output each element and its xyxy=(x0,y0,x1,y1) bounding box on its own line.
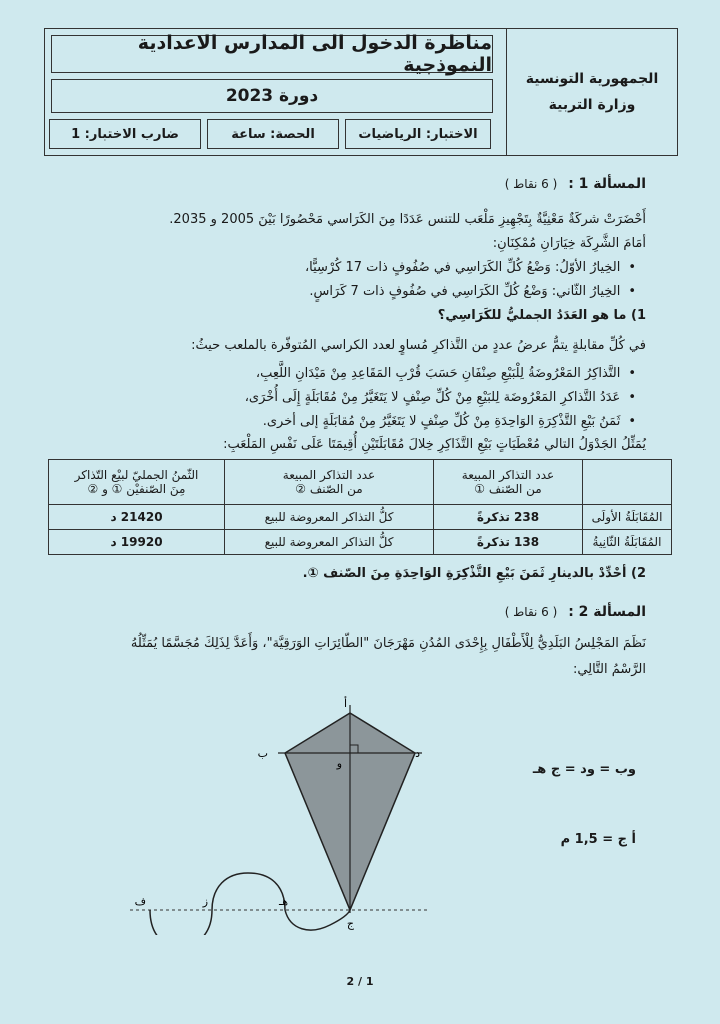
table-cell: كلُّ التذاكر المعروضة للبيع xyxy=(225,505,434,530)
label-j: ج xyxy=(346,917,354,930)
exam-title: مناظرة الدخول الى المدارس الاعدادية النموذجية xyxy=(51,35,493,73)
problem1-title: المسألة 1 : xyxy=(568,176,646,192)
table-cell: كلُّ التذاكر المعروضة للبيع xyxy=(225,530,434,555)
label-f: ف xyxy=(134,895,146,908)
table-cell: 19920 د xyxy=(49,530,225,555)
exam-duration: الحصة: ساعة xyxy=(207,119,339,149)
tickets-table xyxy=(48,459,672,555)
exam-session: دورة 2023 xyxy=(51,79,493,113)
country-name: الجمهورية التونسية xyxy=(525,71,659,87)
problem1-question1: 1) ما هو العَدَدُ الجمليُّ للكَرَاسِي؟ xyxy=(437,308,646,323)
table-header-cell xyxy=(583,460,672,505)
table-row xyxy=(49,505,672,530)
problem1-option1: • الخِيارُ الأوّلُ: وَضْعُ كُلِّ الكَرَاسِي في صُفُوفٍ ذات 17 كُرْسِيًّا، xyxy=(305,260,636,275)
problem1-intro: أَحْضَرَتْ شركَةٌ مَعْنِيَّةٌ بِتَجْهِيزِ مَلْعَب للتنس عَدَدًا مِنَ الكَرَاسي مَحْصُورًا بَيْنَ 2005 و 2035. xyxy=(169,212,646,227)
problem1-context: في كُلِّ مقابلةٍ يتمُّ عرضُ عددٍ من التَّذاكرِ مُساوٍ لعدد الكراسي المُتوفّرة بالملعب حيثُ: xyxy=(191,338,646,353)
equation-length-aj: أ ج = 1,5 م xyxy=(560,832,636,847)
problem1-bullet1: • التَّذاكِرُ المَعْرُوضَةُ لِلْبَيْعِ صِنْفَانِ حَسَبَ قُرْبِ المَقَاعِدِ مِنْ مَيْدَانِ اللَّعِبِ، xyxy=(256,366,636,381)
label-d: د xyxy=(415,747,420,760)
kite-tail-start xyxy=(285,910,350,930)
label-h: هـ xyxy=(278,895,288,908)
table-cell: 21420 د xyxy=(49,505,225,530)
table-cell: 138 تذكرةً xyxy=(434,530,583,555)
problem1-points: ( 6 نقاط ) xyxy=(504,177,558,191)
table-cell: المُقَابَلَةُ الأولَى xyxy=(583,505,672,530)
label-a: أ xyxy=(343,697,347,710)
kite-tail-curve xyxy=(150,873,285,935)
problem1-bullet3: • ثَمَنُ بَيْعِ التَّذْكِرَةِ الوَاحِدَةِ مِنْ كُلِّ صِنْفٍ لا يَتَغَيَّرُ مِنْ مُقابَلَةٍ إلى أخرى. xyxy=(263,414,636,429)
equation-equal-lengths: وب = ود = ج هـ xyxy=(532,762,636,777)
label-w: و xyxy=(336,757,342,770)
ministry-name: وزارة التربية xyxy=(548,97,636,113)
page-number: 2 / 1 xyxy=(346,975,374,988)
exam-subject: الاختبار: الرياضيات xyxy=(345,119,491,149)
exam-info-row xyxy=(51,119,491,147)
table-row xyxy=(49,530,672,555)
label-b: ب xyxy=(257,747,268,760)
problem1-options-intro: أمَامَ الشَّرِكَة خِيَارَانِ مُمْكِنَانِ: xyxy=(492,236,646,251)
table-header-cell: عدد التذاكر المبيعة من الصّنف ② xyxy=(225,460,434,505)
table-header-cell: الثّمنُ الجمليّ لبيْع التّذاكر مِنَ الصّنفيْن ① و ② xyxy=(49,460,225,505)
problem2-text1: نَظَمَ المَجْلِسُ البَلَدِيُّ لِلْأَطْفَالِ بِإِحْدَى المُدُنِ مَهْرَجَانَ "الطّائِرَاتِ الوَرَقِيَّة"، وَأَعَدَّ لِذَلِكَ مُجَسَّمًا يُمَثِّلُهُ xyxy=(130,636,646,651)
problem1-table-intro: يُمَثِّلُ الجَدْوَلُ التالي مُعْطَيَاتٍ بَيْعِ التَّذَاكِرِ خِلالَ مُقَابَلَتَيْنِ أُقِيمَتَا عَلَى نَفْسِ المَلْعَبِ: xyxy=(223,437,646,452)
problem1-heading xyxy=(505,176,646,192)
label-z: ز xyxy=(202,895,208,908)
table-cell: 238 تذكرةً xyxy=(434,505,583,530)
table-cell: المُقَابَلَةُ الثّانِيةُ xyxy=(583,530,672,555)
exam-coefficient: ضارب الاختبار: 1 xyxy=(49,119,201,149)
problem1-option2: • الخِيارُ الثّاني: وَضْعُ كُلِّ الكَرَاسِي في صُفُوفٍ ذات 7 كَرَاسٍ. xyxy=(309,284,636,299)
table-header-row xyxy=(49,460,672,505)
table-header-cell: عدد التذاكر المبيعة من الصّنف ① xyxy=(434,460,583,505)
problem2-text2: الرَّسْمُ التَّالِي: xyxy=(572,662,646,677)
problem2-title: المسألة 2 : xyxy=(568,604,646,620)
problem2-heading xyxy=(505,604,646,620)
header-institution xyxy=(506,29,677,155)
problem1-bullet2: • عَدَدُ التَّذاكرِ المَعْرُوضَة لِلبَيْعِ مِنْ كُلِّ صِنْفٍ لا يَتَغَيَّرُ مِنْ مُقَابَلَةٍ إِلَى أُخْرَى، xyxy=(245,390,636,405)
problem2-points: ( 6 نقاط ) xyxy=(504,605,558,619)
kite-diagram xyxy=(130,695,450,935)
problem1-question2: 2) أحْدِّدْ بالدينارِ ثَمَنَ بَيْعِ التَّذْكِرَةِ الوَاحِدَةِ مِنَ الصّنف ①. xyxy=(302,566,646,581)
exam-header xyxy=(44,28,678,156)
